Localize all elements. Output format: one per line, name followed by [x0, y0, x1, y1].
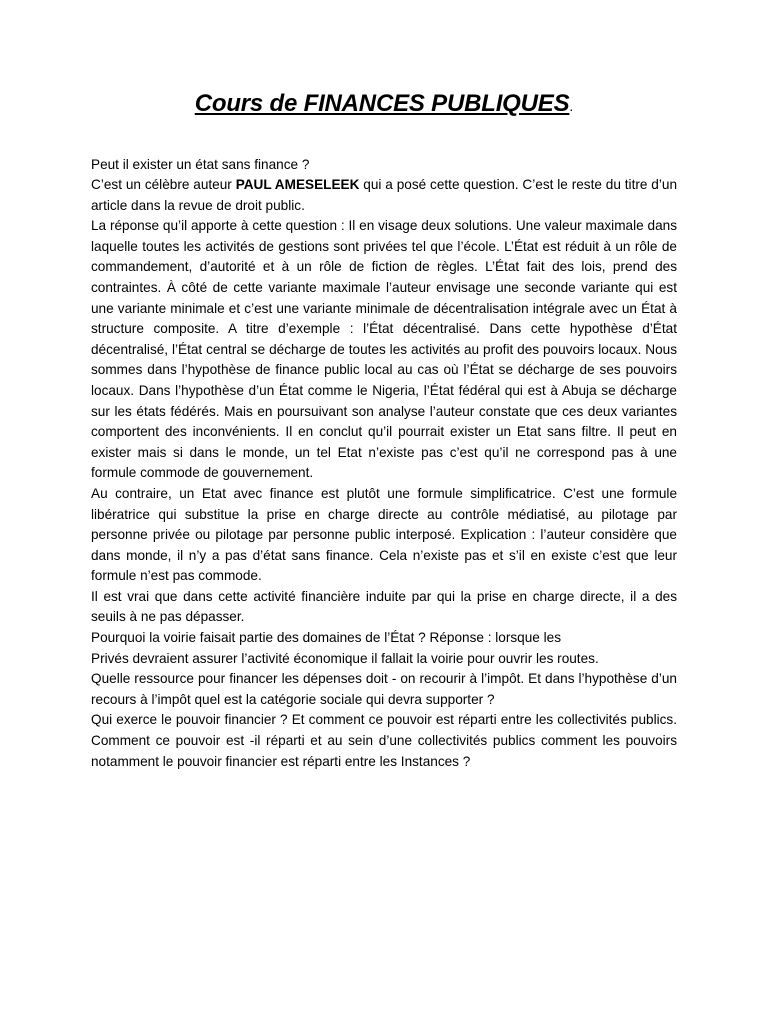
document-body — [91, 175, 677, 772]
paragraph-author-intro — [91, 175, 677, 216]
paragraph-road-answer: Privés devraient assurer l’activité économique il fallait la voirie pour ouvrir les routes. — [91, 650, 599, 666]
paragraph-road-question: Pourquoi la voirie faisait partie des domaines de l’État ? Réponse : lorsque les — [91, 630, 562, 646]
document-page — [91, 86, 677, 772]
page-title: Cours de FINANCES PUBLIQUES — [194, 90, 570, 117]
paragraph-text: C’est un célèbre auteur — [91, 177, 236, 192]
paragraph-thresholds: Il est vrai que dans cette activité financière induite par qui la prise en charge directe, il a des seuils à ne pas dépasser. — [91, 588, 677, 625]
author-name: PAUL AMESELEEK — [235, 177, 360, 192]
paragraph-tax-question: Quelle ressource pour financer les dépenses doit - on recourir à l’impôt. Et dans l’hypothèse d’un recours à l’impôt quel est la catégorie sociale qui devra supporter ? — [91, 671, 677, 707]
title-block — [91, 86, 677, 124]
paragraph-financial-power: Qui exerce le pouvoir financier ? Et comment ce pouvoir est réparti entre les collectivités publics. Comment ce pouvoir est -il réparti et au sein d’une collectivités publics comment les pouvoirs notamment le pouvoir financier est réparti entre les Instances ? — [91, 712, 677, 769]
paragraph-state-with-finance: Au contraire, un Etat avec finance est plutôt une formule simplificatrice. C’est une formule libératrice qui substitue la prise en charge directe au contrôle médiatisé, au pilotage par personne privée ou pilotage par personne public interposé. Explication : l’auteur considère que dans monde, il n’y a pas d’état sans finance. Cela n’existe pas et s’il en existe c’est que leur formule n’est pas commode. — [91, 485, 677, 584]
paragraph-two-solutions: La réponse qu’il apporte à cette question : Il en visage deux solutions. Une valeur maximale dans laquelle toutes les activités de gestions sont privées tel que l’école. L’État est réduit à un rôle de commandement, d’autorité et à un rôle de fiction de règles. L’État fait des lois, prend des contraintes. À côté de cette variante maximale l’auteur envisage une seconde variante qui est une variante minimale et c’est une variante minimale de décentralisation intégrale avec un État à structure composite. A titre d’exemple : l’État décentralisé. Dans cette hypothèse d’État décentralisé, l’État central se décharge de toutes les activités au profit des pouvoirs locaux. Nous sommes dans l’hypothèse de finance public local au cas où l’État se décharge de ses pouvoirs locaux. Dans l’hypothèse d’un État comme le Nigeria, l’État fédéral qui est à Abuja se décharge sur les états fédérés. Mais en poursuivant son analyse l’auteur constate que ces deux variantes comportent des inconvénients. Il en conclut qu’il pourrait exister un Etat sans filtre. Il peut en exister mais si dans le monde, un tel Etat n’existe pas c’est qu’il ne correspond pas à une formule commode de gouvernement. — [91, 218, 677, 481]
title-period: . — [569, 98, 574, 114]
paragraph-text: qui a posé cette question. C’est le reste du titre d’un article dans la revue de droit public. — [91, 177, 678, 213]
opening-question: Peut il exister un état sans finance ? — [91, 157, 310, 172]
